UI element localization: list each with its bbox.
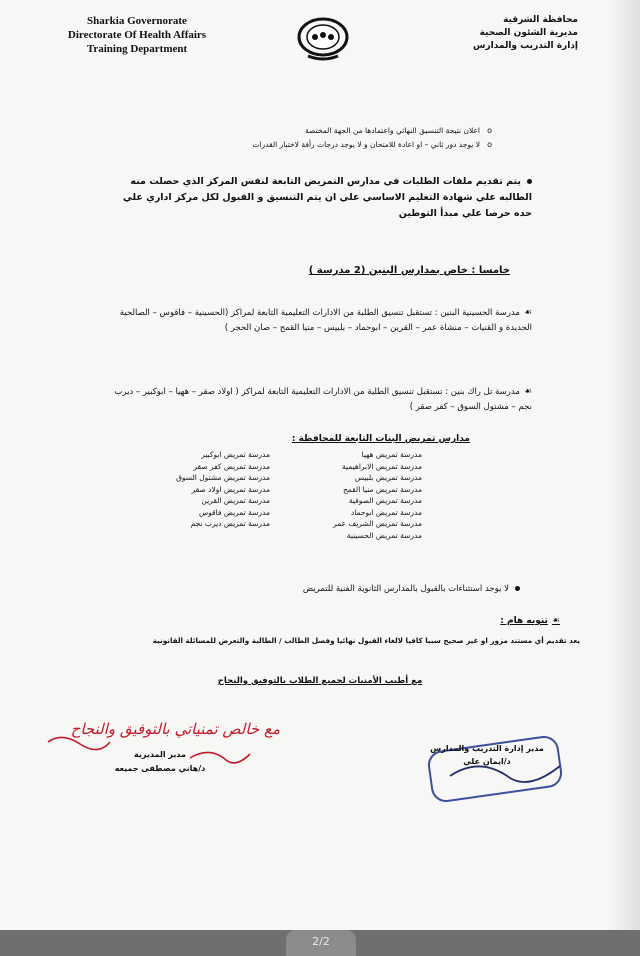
list-item: مدرسة تمريض ابوكبير	[201, 450, 270, 459]
boys-school-text: مدرسة تل راك بنين : تستقبل تنسيق الطلبة من الادارات التعليمية التابعة لمراكز ( اولاد صقر – ههيا – ابوكبير – ديرب نجم – مشتول السوق – كفر صقر )	[114, 387, 532, 412]
signatory-name: د/ايمان علي	[463, 757, 511, 766]
bullet-dot-icon	[527, 179, 532, 184]
signatory-name: د/هاني مصطفى جميعه	[114, 764, 206, 773]
pointer-icon: ☙	[523, 308, 532, 318]
page-fold-shadow	[608, 0, 640, 930]
no-exceptions-line	[190, 584, 520, 594]
girls-schools-column-right	[282, 449, 422, 541]
list-item: o اعلان نتيجة التنسيق النهائي واعتمادها من الجهة المختصة	[162, 124, 492, 138]
boys-school-tal-rak	[112, 385, 532, 415]
paragraph-files-submission	[112, 174, 532, 222]
list-item: مدرسة تمريض الصوفية	[348, 496, 422, 505]
list-item: مدرسة تمريض مشتول السوق	[176, 473, 270, 482]
girls-schools-column-left	[150, 449, 270, 530]
note-title-text: تنويه هام :	[500, 616, 548, 626]
boys-school-text: مدرسة الحسينية البنين : تستقبل تنسيق الطلبة من الادارات التعليمية التابعة لمراكز (الحسينية – فاقوس – الصالحية الجديدة و القنيات – منشاة عمر – القرين – ابوحماد – بلبيس – منيا القمح – صان الحجر )	[119, 308, 532, 333]
list-item: o لا يوجد دور ثاني – او اعادة للامتحان و لا يوجد درجات رأفة لاختبار القدرات	[162, 138, 492, 152]
header-line-1: Sharkia Governorate	[87, 15, 187, 27]
signature-right-block	[412, 742, 562, 768]
list-item: مدرسة تمريض ديرب نجم	[190, 519, 270, 528]
page-indicator[interactable]: 2/2	[286, 930, 356, 956]
pointer-icon: ☙	[523, 387, 532, 397]
header-ar-line-2: مديرية الشئون الصحية	[479, 28, 578, 38]
list-item: مدرسة تمريض ابوحماد	[350, 507, 422, 517]
header-english	[52, 14, 222, 56]
girls-schools-title: مدارس تمريض البنات التابعة للمحافظة :	[291, 434, 470, 444]
list-item: مدرسة تمريض منيا القمح	[342, 484, 422, 494]
ministry-logo-icon	[288, 16, 358, 62]
header-arabic	[438, 14, 578, 53]
header-ar-line-1: محافظة الشرقية	[503, 15, 578, 25]
handwritten-note: مع خالص تمنياتي بالتوفيق والنجاح	[70, 720, 280, 738]
important-note-body: يعد تقديم أي مستند مزور او غير صحيح سببا كافيا لالغاء القبول نهائيا وفصل الطالب / الطالبة والتعرض للمسائلة القانونية	[152, 636, 580, 645]
paragraph-text: يتم تقديم ملفات الطلبات في مدارس التمريض التابعة لنفس المركز الذي حصلت منه الطالبه علي شهادة التعليم الاساسي علي ان يتم التنسيق و القبول لكل مركز اداري علي حده حرصا علي مبدأ التوطين	[122, 176, 532, 219]
list-item: مدرسة تمريض الشريف عمر	[333, 519, 422, 528]
list-item: مدرسة تمريض بلبيس	[354, 473, 422, 482]
section-5-title: خامسا : خاص بمدارس البنين (2 مدرسة )	[308, 265, 510, 276]
closing-wishes: مع أطيب الأمنيات لجميع الطلاب بالتوفيق والنجاح	[217, 676, 423, 686]
boys-school-hosayneya	[112, 306, 532, 336]
important-note-title	[440, 616, 560, 626]
list-item: مدرسة تمريض ههيا	[361, 450, 422, 459]
small-bullet-list	[162, 124, 492, 152]
header-ar-line-3: إدارة التدريب والمدارس	[473, 41, 578, 51]
pointer-icon: ☙	[551, 616, 560, 626]
list-item: مدرسة تمريض الابراهيمية	[342, 461, 422, 471]
signatory-title: مدير المديرية	[134, 750, 186, 759]
list-item: مدرسة تمريض الحسينية	[346, 530, 422, 540]
header-line-3: Training Department	[86, 43, 188, 55]
header-line-2: Directorate Of Health Affairs	[67, 29, 207, 41]
list-item: مدرسة تمريض كفر صقر	[193, 461, 270, 471]
no-exceptions-text: لا يوجد استثناءات بالقبول بالمدارس الثانوية الفنية للتمريض	[302, 584, 509, 594]
bullet-dot-icon	[515, 586, 520, 591]
list-item: مدرسة تمريض فاقوس	[199, 507, 270, 517]
list-item: مدرسة تمريض القرين	[201, 496, 270, 505]
signature-left-block	[100, 748, 220, 776]
list-item: مدرسة تمريض اولاد صقر	[191, 484, 270, 494]
signatory-title: مدير إدارة التدريب والمدارس	[430, 744, 544, 753]
